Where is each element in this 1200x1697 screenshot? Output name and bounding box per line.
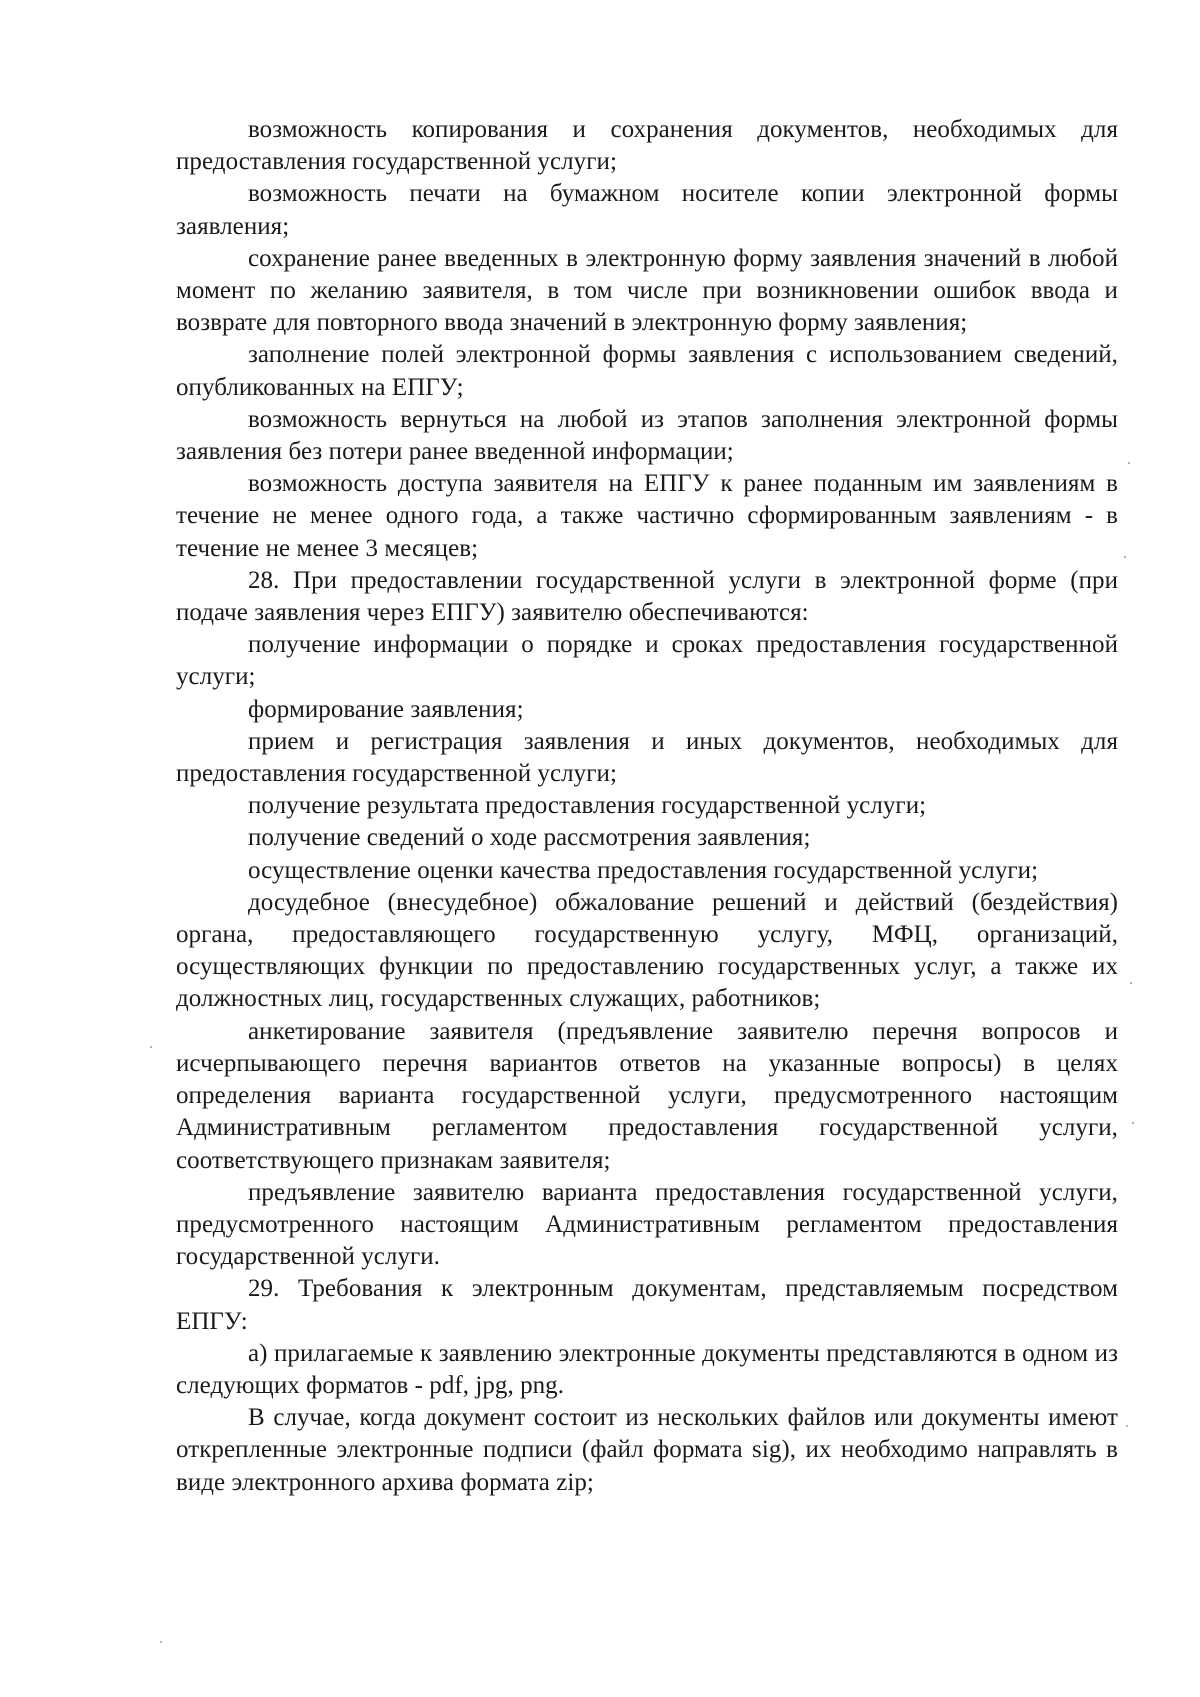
paragraph-get-information: получение информации о порядке и сроках предоставления государственной услуги; xyxy=(176,631,1118,691)
paragraph-get-result: получение результата предоставления государственной услуги; xyxy=(248,792,927,820)
paragraph-save-entered-values: сохранение ранее введенных в электронную форму заявления значений в любой момент по желанию заявителя, в том числе при возникновении ошибок ввода и возврате для повторного ввода значений в электронную форму заявления; xyxy=(176,244,1118,337)
paragraph-questionnaire: анкетирование заявителя (предъявление заявителю перечня вопросов и исчерпывающего перечня вариантов ответов на указанные вопросы) в целях определения варианта государственной услуги, предусмотренного настоящим Административным регламентом предоставления государственной услуги, соответствующего признакам заявителя; xyxy=(176,1017,1118,1174)
paragraph-zip-archive: В случае, когда документ состоит из нескольких файлов или документы имеют открепленные электронные подписи (файл формата sig), их необходимо направлять в виде электронного архива формата zip; xyxy=(176,1404,1118,1496)
paragraph-form-application: формирование заявления; xyxy=(248,695,524,723)
paragraph-get-status: получение сведений о ходе рассмотрения заявления; xyxy=(248,824,811,852)
paragraph-print-form: возможность печати на бумажном носителе копии электронной формы заявления; xyxy=(176,180,1118,240)
scan-speck xyxy=(1130,982,1132,984)
document-body xyxy=(176,114,1118,1499)
scan-speck xyxy=(1124,556,1126,558)
paragraph-receive-register: прием и регистрация заявления и иных документов, необходимых для предоставления государственной услуги; xyxy=(176,727,1118,788)
scan-speck xyxy=(1126,1425,1128,1427)
paragraph-access-previous-applications: возможность доступа заявителя на ЕПГУ к ранее поданным им заявлениям в течение не менее одного года, а также частично сформированным заявлениям - в течение не менее 3 месяцев; xyxy=(176,470,1118,562)
scan-speck xyxy=(1128,462,1130,464)
paragraph-file-formats: а) прилагаемые к заявлению электронные документы представляются в одном из следующих форматов - pdf, jpg, png. xyxy=(176,1339,1118,1399)
paragraph-return-to-step: возможность вернуться на любой из этапов заполнения электронной формы заявления без потери ранее введенной информации; xyxy=(176,405,1118,466)
paragraph-item-28: 28. При предоставлении государственной услуги в электронной форме (при подаче заявления через ЕПГУ) заявителю обеспечиваются: xyxy=(176,566,1118,627)
paragraph-autofill-fields: заполнение полей электронной формы заявления с использованием сведений, опубликованных на ЕПГУ; xyxy=(176,341,1118,401)
scan-speck xyxy=(1132,1122,1134,1124)
paragraph-present-variant: предъявление заявителю варианта предоставления государственной услуги, предусмотренного настоящим Административным регламентом предоставления государственной услуги. xyxy=(176,1178,1118,1271)
paragraph-item-29: 29. Требования к электронным документам, представляемым посредством ЕПГУ: xyxy=(176,1275,1118,1335)
paragraph-quality-assessment: осуществление оценки качества предоставления государственной услуги; xyxy=(248,856,1039,884)
paragraph-pretrial-appeal: досудебное (внесудебное) обжалование решений и действий (бездействия) органа, предоставляющего государственную услугу, МФЦ, организаций, осуществляющих функции по предоставлению государственных услуг, а также их должностных лиц, государственных служащих, работников; xyxy=(176,888,1118,1013)
scan-speck xyxy=(160,1641,162,1643)
paragraph-copy-save-documents: возможность копирования и сохранения документов, необходимых для предоставления государственной услуги; xyxy=(176,116,1118,176)
scan-speck xyxy=(150,1046,152,1048)
